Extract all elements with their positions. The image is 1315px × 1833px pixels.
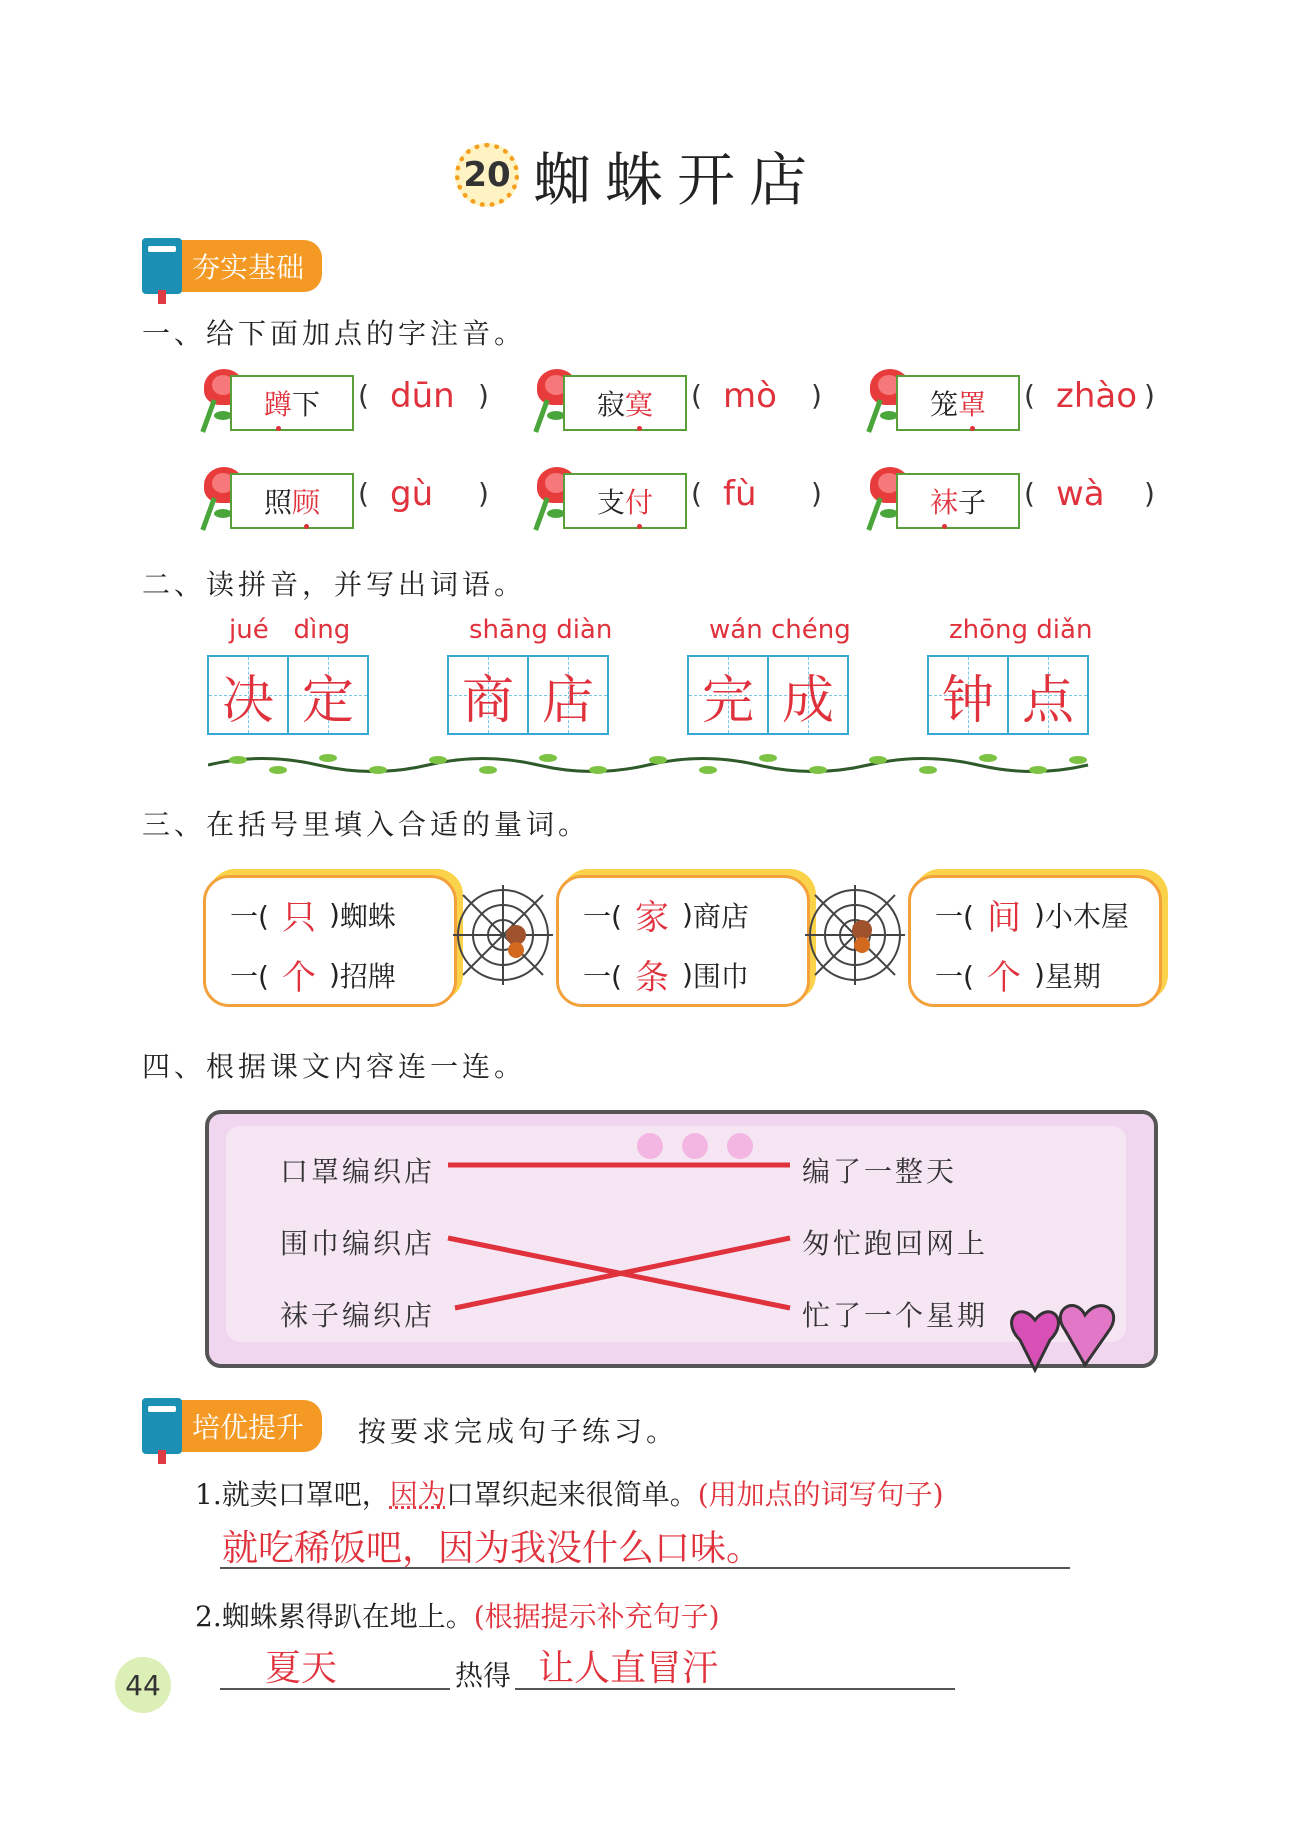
grid-cell[interactable] <box>449 657 527 733</box>
measure-word-box <box>203 875 457 1007</box>
suffix: ) <box>1033 898 1045 931</box>
lesson-title-text: 蜘蛛开店 <box>533 146 822 214</box>
prefix: 一( <box>583 899 622 933</box>
written-char: 点 <box>1021 670 1074 731</box>
book-icon <box>142 238 182 294</box>
written-char: 商 <box>461 670 514 731</box>
paren-close: ) <box>1144 477 1155 510</box>
paren-open: ( <box>358 379 369 412</box>
dotted-word: 因为 <box>389 1478 446 1511</box>
measure-word-line <box>935 950 1101 999</box>
paren-open: ( <box>691 477 702 510</box>
paren-close: ) <box>1144 379 1155 412</box>
prompt-part-a: 1.就卖口罩吧， <box>195 1478 390 1511</box>
dotted-char: 罩 <box>958 383 986 423</box>
measure-word-line <box>583 950 749 999</box>
prompt-text: 2.蜘蛛累得趴在地上。 <box>195 1600 474 1633</box>
noun: 蜘蛛 <box>339 899 396 933</box>
matching-lines <box>440 1160 800 1320</box>
noun: 小木屋 <box>1044 899 1129 933</box>
dotted-char: 袜 <box>930 481 958 521</box>
sentence-1-answer[interactable]: 就吃稀饭吧，因为我没什么口味。 <box>222 1528 763 1569</box>
writing-grid <box>927 655 1089 735</box>
match-right-item[interactable]: 编了一整天 <box>802 1155 958 1188</box>
match-right-item[interactable]: 匆忙跑回网上 <box>802 1227 989 1260</box>
hearts-decoration <box>630 1132 760 1162</box>
spider-web-icon <box>448 880 558 990</box>
word-char: 下 <box>292 388 321 421</box>
measure-word-answer[interactable]: 个 <box>281 958 316 998</box>
grid-cell[interactable] <box>767 657 847 733</box>
word-char: 支 <box>596 486 625 519</box>
prefix: 一( <box>935 899 974 933</box>
section-badge-advanced <box>142 1398 322 1454</box>
word-box <box>563 375 687 431</box>
pinyin-answer[interactable]: wà <box>1056 474 1105 514</box>
pinyin-answer[interactable]: gù <box>390 474 434 514</box>
answer-line <box>220 1567 1070 1569</box>
question-2-heading: 二、读拼音，并写出词语。 <box>142 568 527 601</box>
blank-2-answer[interactable]: 让人直冒汗 <box>538 1648 719 1689</box>
dotted-char: 蹲 <box>264 383 292 423</box>
pinyin-label: zhōng diǎn <box>949 615 1093 645</box>
hearts-icon <box>990 1300 1130 1390</box>
noun: 商店 <box>692 899 749 933</box>
written-char: 完 <box>701 670 754 731</box>
word-char: 照 <box>263 486 292 519</box>
measure-word-line <box>230 890 396 939</box>
blank-1-line <box>220 1688 450 1690</box>
grid-cell[interactable] <box>527 657 607 733</box>
prefix: 一( <box>230 959 269 993</box>
measure-word-line <box>583 890 749 939</box>
paren-close: ) <box>478 379 489 412</box>
prefix: 一( <box>230 899 269 933</box>
suffix: ) <box>681 898 693 931</box>
blank-1-answer[interactable]: 夏天 <box>265 1648 338 1689</box>
word-box <box>230 473 354 529</box>
written-char: 定 <box>301 670 354 731</box>
noun: 围巾 <box>692 959 749 993</box>
pinyin-answer[interactable]: zhào <box>1056 376 1138 416</box>
blank-2-line <box>515 1688 955 1690</box>
pinyin-answer[interactable]: mò <box>723 376 777 416</box>
suffix: ) <box>1033 958 1045 991</box>
question-4-heading: 四、根据课文内容连一连。 <box>142 1050 527 1083</box>
match-left-item[interactable]: 口罩编织店 <box>280 1155 436 1188</box>
sentence-2-prompt <box>195 1595 720 1635</box>
measure-word-line <box>935 890 1129 939</box>
pinyin-label: jué dìng <box>229 615 351 645</box>
word-char: 子 <box>958 486 987 519</box>
paren-open: ( <box>1024 477 1035 510</box>
measure-word-line <box>230 950 396 999</box>
dotted-char: 顾 <box>292 481 320 521</box>
word-char: 笼 <box>929 388 958 421</box>
paren-close: ) <box>478 477 489 510</box>
sentence-1-note: (用加点的词写句子) <box>697 1478 944 1511</box>
page-number: 44 <box>115 1657 171 1713</box>
grid-cell[interactable] <box>209 657 287 733</box>
sentence-1-prompt <box>195 1473 944 1513</box>
section-2-instruction: 按要求完成句子练习。 <box>358 1415 679 1448</box>
prefix: 一( <box>935 959 974 993</box>
measure-word-answer[interactable]: 条 <box>634 958 669 998</box>
lesson-number-badge: 20 <box>455 143 519 207</box>
word-char: 寂 <box>596 388 625 421</box>
measure-word-answer[interactable]: 间 <box>986 898 1021 938</box>
pinyin-label: shāng diàn <box>469 615 613 645</box>
word-box <box>896 375 1020 431</box>
paren-open: ( <box>691 379 702 412</box>
writing-grid <box>447 655 609 735</box>
section-label: 夯实基础 <box>178 240 322 292</box>
sentence-2-note: (根据提示补充句子) <box>473 1600 720 1633</box>
spider-web-icon <box>800 880 910 990</box>
pinyin-answer[interactable]: dūn <box>390 376 455 416</box>
book-icon <box>142 1398 182 1454</box>
dotted-char: 寞 <box>625 383 653 423</box>
grid-cell[interactable] <box>929 657 1007 733</box>
section-badge-basic <box>142 238 322 294</box>
noun: 招牌 <box>339 959 396 993</box>
match-left-item[interactable]: 袜子编织店 <box>280 1299 436 1332</box>
question-3-heading: 三、在括号里填入合适的量词。 <box>142 808 591 841</box>
word-box <box>563 473 687 529</box>
match-left-item[interactable]: 围巾编织店 <box>280 1227 436 1260</box>
written-char: 钟 <box>941 670 994 731</box>
measure-word-box <box>556 875 810 1007</box>
measure-word-answer[interactable]: 只 <box>281 898 316 938</box>
writing-grid <box>207 655 369 735</box>
noun: 星期 <box>1044 959 1101 993</box>
match-right-item[interactable]: 忙了一个星期 <box>802 1299 989 1332</box>
sentence-2-mid: 热得 <box>455 1659 512 1692</box>
section-label: 培优提升 <box>178 1400 322 1452</box>
suffix: ) <box>328 958 340 991</box>
grid-cell[interactable] <box>287 657 367 733</box>
dotted-char: 付 <box>625 481 653 521</box>
suffix: ) <box>681 958 693 991</box>
pinyin-label: wán chéng <box>709 615 851 645</box>
measure-word-answer[interactable]: 家 <box>634 898 669 938</box>
measure-word-answer[interactable]: 个 <box>986 958 1021 998</box>
writing-grid <box>687 655 849 735</box>
prompt-part-b: 口罩织起来很简单。 <box>445 1478 698 1511</box>
paren-close: ) <box>811 379 822 412</box>
written-char: 成 <box>781 670 834 731</box>
measure-word-box <box>908 875 1162 1007</box>
written-char: 店 <box>541 670 594 731</box>
grid-cell[interactable] <box>1007 657 1087 733</box>
word-box <box>896 473 1020 529</box>
vine-divider <box>208 750 1098 780</box>
paren-open: ( <box>1024 379 1035 412</box>
paren-open: ( <box>358 477 369 510</box>
suffix: ) <box>328 898 340 931</box>
grid-cell[interactable] <box>689 657 767 733</box>
word-box <box>230 375 354 431</box>
written-char: 决 <box>221 670 274 731</box>
paren-close: ) <box>811 477 822 510</box>
question-1-heading: 一、给下面加点的字注音。 <box>142 317 527 350</box>
lesson-title <box>455 135 821 215</box>
pinyin-answer[interactable]: fù <box>723 474 757 514</box>
prefix: 一( <box>583 959 622 993</box>
